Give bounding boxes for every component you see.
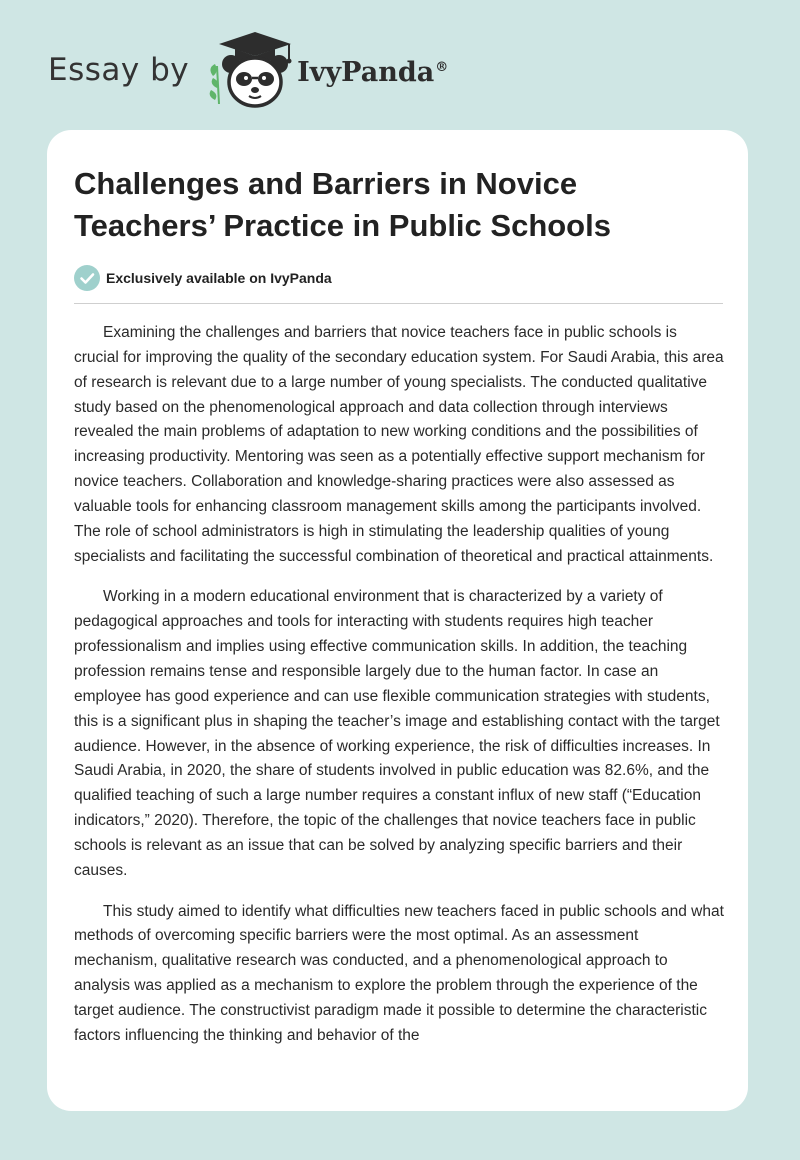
panda-graduate-icon [205, 30, 293, 110]
paragraph: Working in a modern educational environment that is characterized by a variety of pedagogical approaches and tools for interacting with students requires high teacher professionalism and implies using effective communication skills. In addition, the teaching profession remains tense and responsible largely due to the human factor. In case an employee has good experience and can use flexible communication strategies with students, this is a significant plus in shaping the teacher’s image and establishing contact with the target audience. However, in the absence of working experience, the risk of difficulties increases. In Saudi Arabia, in 2020, the share of students involved in public education was 82.6%, and the qualified teaching of such a large number requires a constant influx of new staff (“Education indicators,” 2020). Therefore, the topic of the challenges that novice teachers face in public schools is relevant as an issue that can be solved by analyzing specific barriers and their causes. [74, 588, 720, 879]
check-circle-icon [74, 265, 100, 291]
paragraph: This study aimed to identify what difficulties new teachers faced in public schools and what methods of overcoming specific barriers were the most optimal. As an assessment mechanism, qualitative research was conducted, and a phenomenological approach to analysis was applied as a mechanism to explore the problem through the experience of the target audience. The constructivist paradigm made it possible to determine the characteristic factors influencing the thinking and behavior of the [74, 902, 724, 1044]
brand-name: IvyPanda® [297, 56, 449, 88]
essay-card [47, 130, 748, 1111]
page-title: Challenges and Barriers in Novice Teachers’ Practice in Public Schools [74, 166, 611, 243]
exclusive-badge [74, 265, 332, 291]
essay-by-label: Essay by [48, 52, 190, 88]
divider [74, 303, 723, 304]
badge-label: Exclusively available on IvyPanda [106, 270, 332, 286]
paragraph: Examining the challenges and barriers that novice teachers face in public schools is crucial for improving the quality of the secondary education system. For Saudi Arabia, this area of research is relevant due to a large number of young specialists. The conducted qualitative study based on the phenomenological approach and data collection through interviews revealed the main problems of adaptation to new working conditions and the possibilities of increasing productivity. Mentoring was seen as a potentially effective support mechanism for novice teachers. Collaboration and knowledge-sharing practices were also assessed as valuable tools for enhancing classroom management skills among the participants involved. The role of school administrators is high in stimulating the leadership qualities of young specialists and facilitating the successful combination of theoretical and practical attainments. [74, 324, 724, 565]
registered-mark: ® [435, 59, 449, 75]
essay-body [74, 321, 725, 1065]
site-header-logo[interactable] [48, 30, 448, 110]
